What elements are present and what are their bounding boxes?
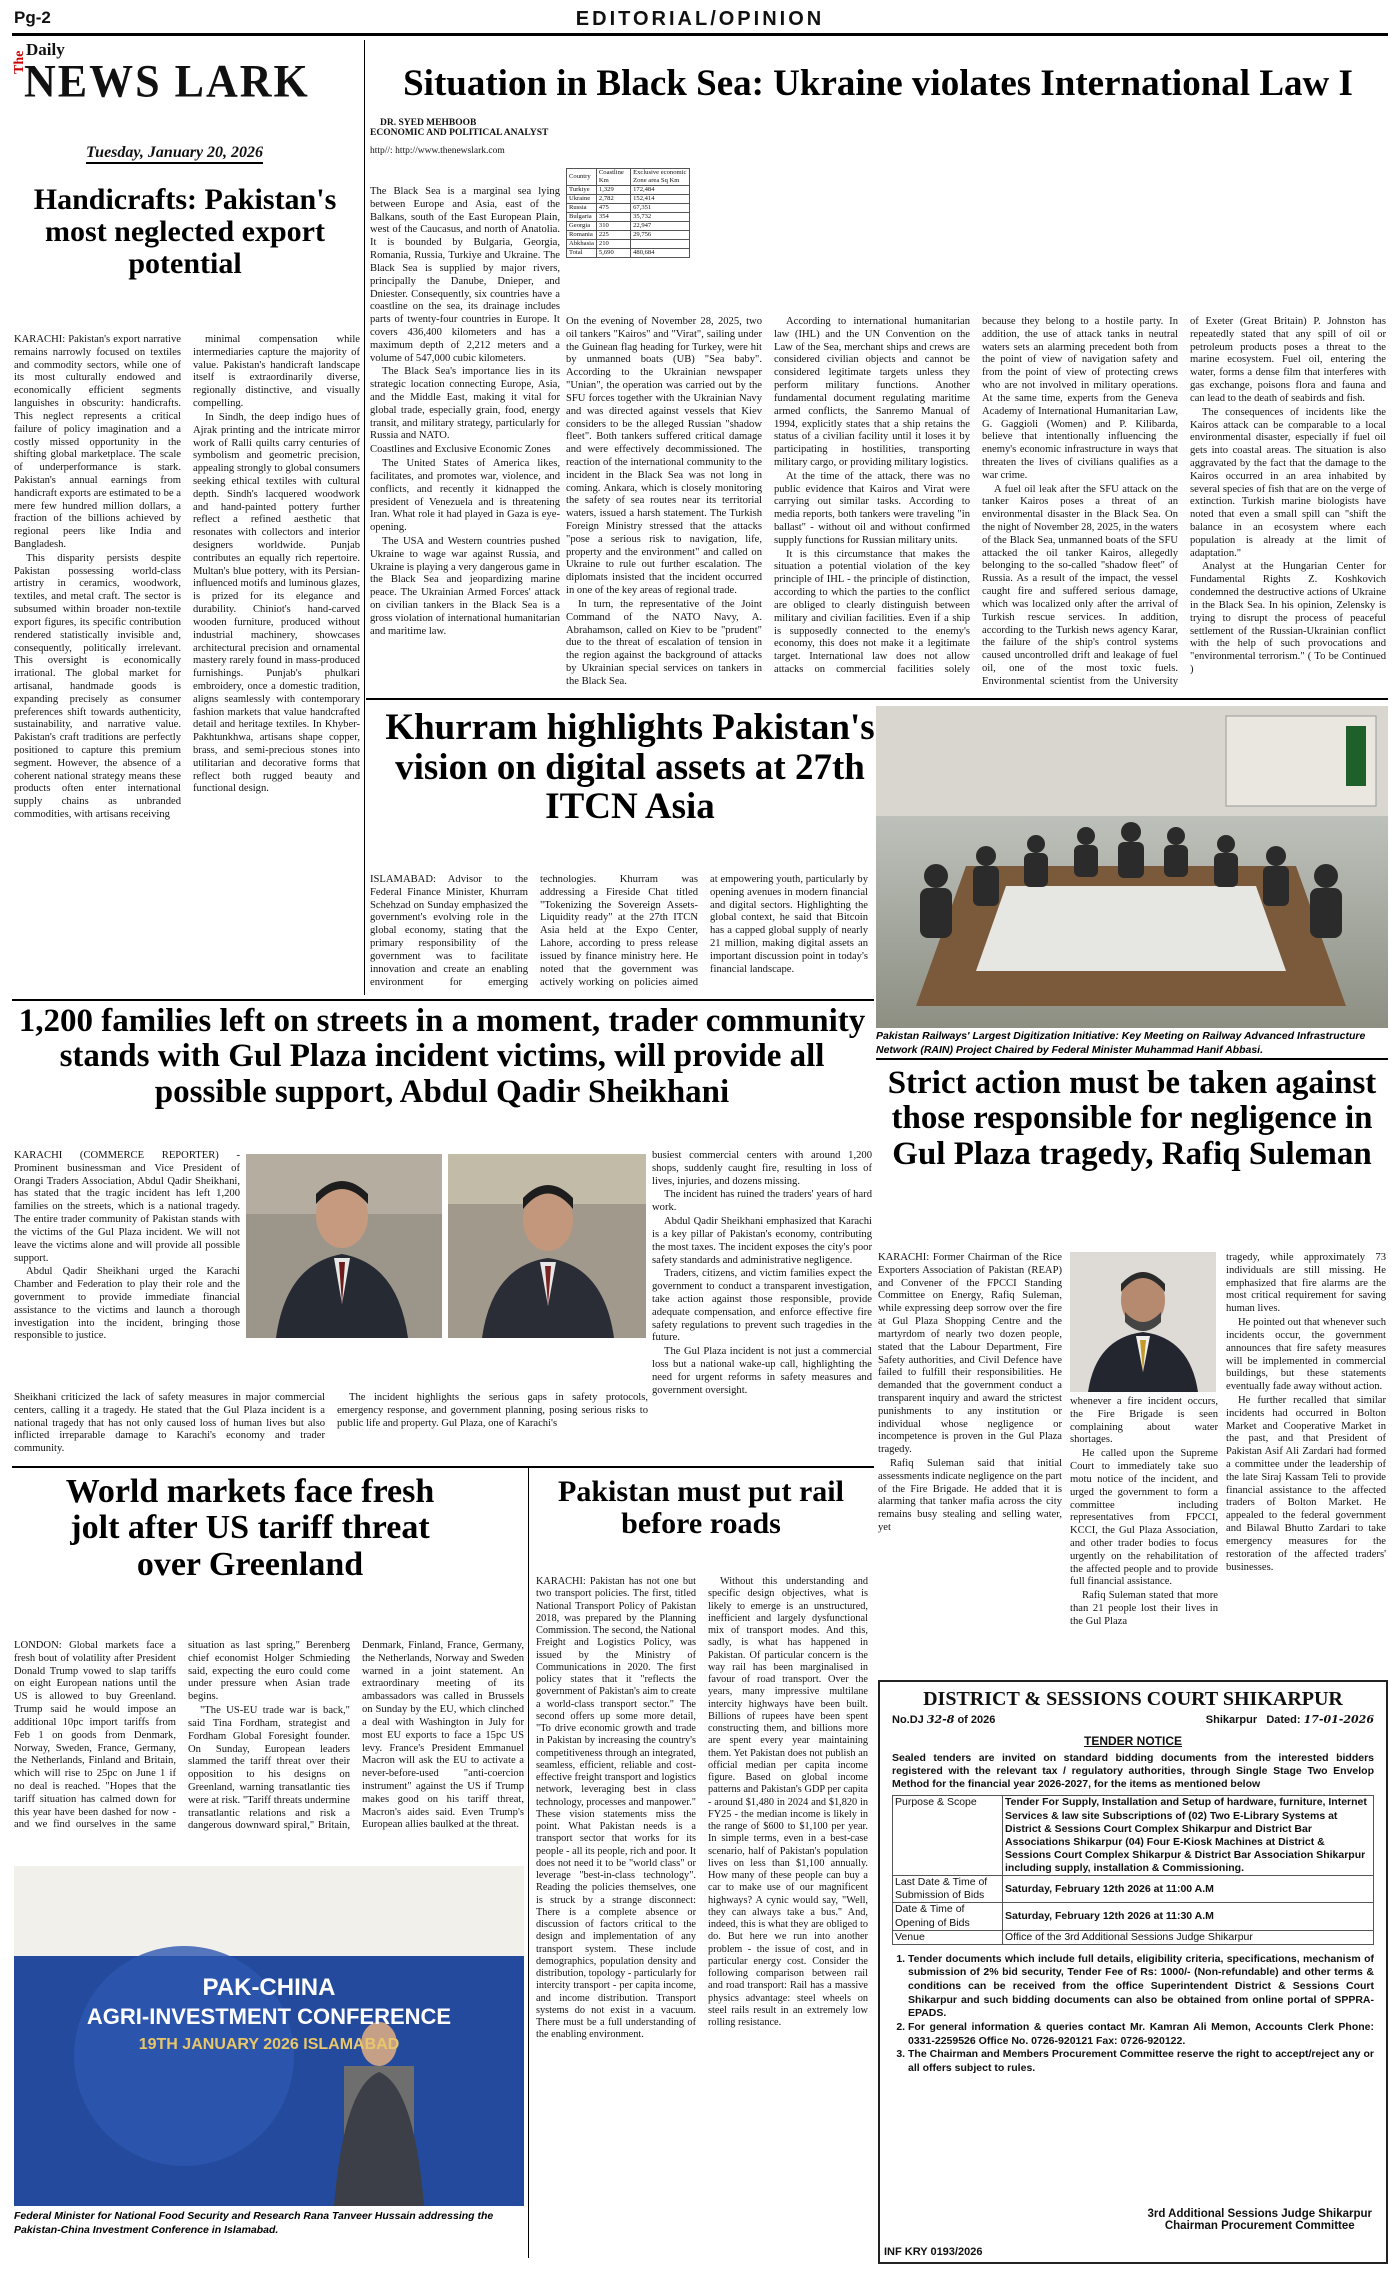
masthead-the: The — [12, 50, 27, 74]
rail-body: KARACHI: Pakistan has not one but two transport policies. The first, titled National Transport Policy of Pakistan 2018, was prepared by the Planning Commission. The second, the National Freight and Logistics Policy, was issued by the Ministry of Communications in 2020. The first policy states that it "reflects the government of Pakistan's aim to create a world-class transport sector." The second offers up some more detail, "To drive economic growth and trade in Pakistan by increasing the country's competitiveness through an integrated, seamless, efficient, reliable and cost-effective freight transport and logistics network, leveraging best in class technology, processes and manpower." These vision statements miss the point. What Pakistan needs is a transport sector that works for its people - all its people, rich and poor. It does not need it to be "world class" or leverage "best-in-class technology". Reading the policies themselves, one is struck by a strange disconnect: There is a complete absence or discussion of factors critical to the design and implementation of any transport system. These include demographics, population density and distribution, topology - particularly for intercity transport - per capita income, and income distribution. Transport systems do not exist in a vacuum. There must be a full understanding of the enabling environment. Without this understanding and specific design objectives, what is likely to emerge is an unstructured, inefficient and largely dysfunctional mix of transport modes. And this, sadly, is what has happened in Pakistan. Of particular concern is the way rail has been marginalised in favour of road transport. Over the years, many impressive multilane intercity highways have been built. Billions of rupees have been spent constructing them, and billions more are spent every year maintaining them. Yet Pakistan does not publish an official median per capita income figure. Based on global income patterns and Pakistan's GDP per capita - around $1,480 in 2024 and $1,820 in FY25 - the median income is likely in the range of $600 to $1,100 per year. In simple terms, even in a best-case scenario, half of Pakistan's population lives on less than $1,100 annually. How many of these people can buy a car to make use of our magnificent highways? A cynic would say, "Well, they can always take a bus." And, indeed, this is what they are obliged to do. But here we run into another problem - the issue of cost, and in particular energy cost. Consider the following comparison between rail and road transport: Rail has a massive physics advantage: steel wheels on steel rails result in an extremely low rolling resistance. — [536, 1576, 868, 2041]
rafiq-col2: whenever a fire incident occurs, the Fire Brigade is seen complaining about water shortages. He called upon the Supreme Court to immediately take suo motu notice of the incident, and urged the government to form a committee including representatives from FPCCI, KCCI, the Gul Plaza Association, and other trader bodies to focus urgently on the rehabilitation of the affected people and to provide full financial assistance. Rafiq Suleman stated that more than 21 people lost their lives in the Gul Plaza — [1070, 1396, 1218, 1627]
railways-meeting-photo — [876, 706, 1388, 1028]
masthead-title: NEWS LARK — [24, 55, 310, 108]
tender-year: of 2026 — [957, 1714, 996, 1726]
handicrafts-body: KARACHI: Pakistan's export narrative remains narrowly focused on textiles and commodity sectors, while one of its most culturally endowed and economically efficient segments languishes in obscurity: handicrafts. This neglect represents a critical failure of policy imagination and a costly missed opportunity in the shifting global marketplace. The scale of underperformance is stark. Pakistan's annual earnings from handicraft exports are estimated to be a mere few hundred million dollars, a fraction of the billions achieved by regional peers like India and Bangladesh. This disparity persists despite Pakistan possessing world-class artistry in ceramics, woodwork, textiles, and metal craft. The sector is subsumed within broader non-textile export figures, its specific contribution rendered statistically invisible and, consequently, politically irrelevant. This oversight is economically irrational. The global market for artisanal, handmade goods is expanding precisely as consumer preferences shift towards authenticity, sustainability, and narrative value. Pakistan's craft traditions are perfectly positioned to capture this premium segment. However, the absence of a coherent national strategy means these products often enter international supply chains as unbranded commodities, with artisans receiving minimal compensation while intermediaries capture the majority of value. Pakistan's handicraft landscape itself is extraordinarily diverse, regionally distinctive, and visually compelling. In Sindh, the deep indigo hues of Ajrak printing and the intricate mirror work of Ralli quilts carry centuries of symbolism and geometric precision, appealing strongly to global consumers seeking ethical textiles with cultural depth. Sindh's lacquered woodwork and hand-painted pottery further reflect a refined aesthetic that resonates with collectors and interior designers worldwide. Punjab contributes an equally rich repertoire. Multan's blue pottery, with its Persian-influenced motifs and luminous glazes, is prized for its elegance and durability. Chiniot's hand-carved wooden furniture, produced without industrial machinery, showcases architectural precision and ornamental mastery rarely found in mass-produced furnishings. Punjab's phulkari embroidery, once a domestic tradition, aligns seamlessly with contemporary fashion markets that value handcrafted detail and heritage textiles. In Khyber-Pakhtunkhwa, artisans shape copper, brass, and semi-precious stones into utilitarian and decorative forms that reflect both rugged beauty and functional design. — [14, 334, 360, 821]
tender-ad — [878, 1680, 1388, 2264]
table-header-row: Country Coastline Km Exclusive economic Zone area Sq Km — [567, 169, 690, 186]
table-row: Date & Time of Opening of Bids Saturday, February 12th 2026 at 11:30 A.M — [893, 1903, 1374, 1930]
table-row: Purpose & Scope Tender For Supply, Installation and Setup of hardware, furniture, Internet Services & law site Subscriptions of (02) Two E-Library Systems at District & Sessions Court Complex Shikarpur and District Bar Associations Shikarpur (04) Four E-Kiosk Machines at District & Sessions Court Complex Shikarpur & District Bar Association Shikarpur including supply, installation & Commissioning. — [893, 1796, 1374, 1876]
rule-gulplaza-bottom — [12, 1466, 874, 1468]
markets-headline: World markets face fresh jolt after US tariff threat over Greenland — [65, 1474, 435, 1583]
rafiq-col1: KARACHI: Former Chairman of the Rice Exporters Association of Pakistan (REAP) and Convener of the FPCCI Standing Committee on Energy, Rafiq Suleman, while expressing deep sorrow over the fire at Gul Plaza Shopping Centre and the martyrdom of nearly two dozen people, stated that the Labour Department, Fire Safety authorities, and Civil Defence have failed to fulfill their responsibilities. He demanded that the government conduct a transparent inquiry and award the strictest punishments to any institution or individual whose negligence or incompetence is proven in the Gul Plaza tragedy. Rafiq Suleman said that initial assessments indicate negligence on the part of the Fire Brigade. He added that it is alarming that tanker mafia across the city remains busy stealing and selling water, yet — [878, 1252, 1062, 1534]
tender-no-value: 32-8 — [926, 1713, 955, 1726]
railways-caption: Pakistan Railways' Largest Digitization Initiative: Key Meeting on Railway Advanced Infrastructure Network (RAIN) Project Chaired by Federal Minister Muhammad Hanif Abbasi. — [876, 1030, 1366, 1056]
rule-blacksea-bottom — [366, 698, 1388, 700]
tender-notice-title: TENDER NOTICE — [1083, 1734, 1182, 1748]
tender-inf: INF KRY 0193/2026 — [884, 2246, 983, 2258]
rule-right-divider — [876, 1058, 1388, 1060]
masthead — [12, 40, 358, 164]
tender-sign1: 3rd Additional Sessions Judge Shikarpur — [1147, 2208, 1372, 2220]
tender-table — [892, 1795, 1374, 1944]
table-row: Venue Office of the 3rd Additional Sessions Judge Shikarpur — [893, 1930, 1374, 1944]
table-row: Russia 475 67,351 — [567, 204, 690, 213]
banner-line-3: 19TH JANUARY 2026 ISLAMABAD — [138, 2036, 400, 2053]
conference-caption: Federal Minister for National Food Security and Research Rana Tanveer Hussain addressing the Pakistan-China Investment Conference in Islamabad. — [14, 2210, 494, 2236]
gulplaza-headline: 1,200 families left on streets in a moment, trader community stands with Gul Plaza incident victims, will provide all possible support, Abdul Qadir Sheikhani — [18, 1004, 866, 1110]
page-number: Pg-2 — [14, 8, 51, 27]
blacksea-table — [566, 168, 690, 310]
tender-notes — [908, 1953, 1374, 2076]
rule-mid-horizontal — [12, 999, 874, 1001]
sheikhani-photo-2 — [448, 1154, 646, 1338]
blacksea-role: ECONOMIC AND POLITICAL ANALYST — [370, 128, 549, 138]
rail-headline: Pakistan must put rail before roads — [558, 1476, 844, 1541]
tender-ref-row — [892, 1713, 1374, 1726]
gulplaza-right-col: busiest commercial centers with around 1,200 shops, suddenly caught fire, resulting in loss of lives, injuries, and dozens missing. The incident has ruined the traders' years of hard work. Abdul Qadir Sheikhani emphasized that Karachi is a key pillar of Pakistan's economy, contributing the most taxes. The incident exposes the city's poor safety standards and administrative negligence. Traders, citizens, and victim families expect the government to conduct a transparent investigation, take action against those responsible, provide adequate compensation, and enforce effective fire safety regulations to prevent such tragedies in the future. The Gul Plaza incident is not just a commercial loss but a national wake-up call, highlighting the need for urgent reforms in safety measures and government oversight. — [652, 1150, 872, 1396]
tender-sign2: Chairman Procurement Committee — [1164, 2220, 1355, 2232]
rule-left-vertical — [364, 40, 365, 995]
tender-intro: Sealed tenders are invited on standard bidding documents from the interested bidders registered with the relevant tax / regulatory authorities, through Single Stage Two Envelop Method for the financial year 2026-2027, for the items as mentioned below — [892, 1752, 1374, 1791]
sheikhani-photo-1 — [246, 1154, 442, 1338]
list-item: 2. For general information & queries contact Mr. Kamran Ali Memon, Accounts Clerk Phone: 0331-2259526 Office No. 0726-920121 Fax: 0726-920122. — [908, 2021, 1374, 2048]
section-title: EDITORIAL/OPINION — [575, 8, 825, 30]
rafiq-suleman-photo — [1070, 1252, 1216, 1392]
rule-markets-rail — [528, 1468, 529, 2258]
blacksea-body-col1: The Black Sea is a marginal sea lying between Europe and Asia, east of the Balkans, south of the East European Plain, west of the Caucasus, and north of Anatolia. It is bounded by Bulgaria, Georgia, Romania, Russia, Turkiye and Ukraine. The Black Sea is supplied by major rivers, principally the Danube, Dnieper, and Dniester. Consequently, six countries have a coastline on the sea, its drainage includes parts of twenty-four countries in Europe. It covers 436,400 kilometers and has a maximum depth of 2,212 meters and a volume of 547,000 cubic kilometers. The Black Sea's importance lies in its strategic location connecting Europe, Asia, and the Middle East, making it vital for global trade, especially grain, food, energy transit, and military strategy, particularly for Russia and NATO. Coastlines and Exclusive Economic Zones The United States of America likes, facilitates, and promotes war, violence, and conflicts, and recently it kidnapped the president of Venezuela and is threatening Iran. What role it had played in Gaza is eye-opening. The USA and Western countries pushed Ukraine to wage war against Russia, and Ukraine is playing a very dangerous game in the Black Sea and jeopardizing marine peace. The Ukrainian Armed Forces' attack on civilian tankers in the Black Sea is a gross violation of international humanitarian and maritime law. — [370, 186, 560, 637]
banner-line-1: PAK-CHINA — [202, 1974, 336, 2001]
table-row: Last Date & Time of Submission of Bids Saturday, February 12th 2026 at 11:00 A.M — [893, 1876, 1374, 1903]
tender-signature — [1147, 2208, 1372, 2232]
blacksea-byline-box — [370, 118, 570, 178]
table-row: Total 5,690 480,684 — [567, 249, 690, 258]
gulplaza-bottom: Sheikhani criticized the lack of safety measures in major commercial centers, calling it a tragedy. He stated that the Gul Plaza incident is a national tragedy that has not only caused loss of human lives but also inflicted irreparable damage to Karachi's economy and trader community. The incident highlights the serious gaps in safety protocols, emergency response, and government planning, posing serious risks to public life and property. Gul Plaza, one of Karachi's — [14, 1392, 648, 1455]
list-item: 1. Tender documents which include full details, eligibility criteria, specifications, mechanism of submission of 2% bid security, Tender Fee of Rs: 1000/- (Non-refundable) and other terms & conditions can be received from the office Superintendent District & Sessions Court Shikarpur and such bidding documents can also be obtained from online portal of SPPRA-EPADS. — [908, 1953, 1374, 2021]
masthead-daily: Daily — [26, 40, 65, 59]
table-row: Georgia 310 22,947 — [567, 222, 690, 231]
rafiq-col3: tragedy, while approximately 73 individuals are still missing. He emphasized that fire alarms are the most critical requirement for saving human lives. He pointed out that whenever such incidents occur, the government announces that fire safety measures will be implemented in commercial buildings, but these statements eventually fade away without action. He further recalled that similar incidents had occurred in Bolton Market and Cooperative Market in the past, and that President of Pakistan Asif Ali Zardari had formed a committee under the leadership of the late Siraj Kassam Teli to provide financial assistance to the affected traders of Bolton Market. He appealed to the federal government and Bilawal Bhutto Zardari to take emergency measures for the restoration of the affected traders' businesses. — [1226, 1252, 1386, 1573]
tender-dated-value: 17-01-2026 — [1303, 1713, 1374, 1726]
rafiq-headline: Strict action must be taken against those responsible for negligence in Gul Plaza tragedy, Rafiq Suleman — [887, 1066, 1377, 1172]
header-rule — [12, 33, 1388, 36]
table-row: Bulgaria 354 35,732 — [567, 213, 690, 222]
tender-court: DISTRICT & SESSIONS COURT SHIKARPUR — [923, 1688, 1343, 1710]
blacksea-byline: DR. SYED MEHBOOB — [380, 118, 477, 128]
itcn-headline: Khurram highlights Pakistan's vision on digital assets at 27th ITCN Asia — [385, 708, 875, 827]
table-row: Abkhasia 210 — [567, 240, 690, 249]
tender-no-label: No.DJ — [892, 1714, 924, 1726]
blacksea-url: http//: http://www.thenewslark.com — [370, 146, 505, 156]
blacksea-body-rest: On the evening of November 28, 2025, two oil tankers "Kairos" and "Virat", sailing under the Guinean flag heading for Turkey, were hit by unmanned boats (UB) "Sea baby". According to the Ukrainian newspaper "Unian", the operation was carried out by the SFU forces together with the Ukrainian Navy and was directed against vessels that Kiev considers to be the alleged Russian "shadow fleet". Both tankers suffered critical damage and were effectively decommissioned. The reaction of the international community to the incident in the Black Sea was not long in coming. Ankara, which is closely monitoring the safety of sea routes near its territorial waters, issued a harsh statement. The Turkish Foreign Ministry stressed that the attacks "pose a serious risk to navigation, life, property and the environment" and called on Ukraine to rule out further escalation. The diplomats insisted that the incident occurred in one of the key areas of regional trade. In turn, the representative of the Joint Command of the NATO Navy, A. Abrahamson, called on Kiev to be "prudent" due to the threat of escalation of tension in the region against the background of attacks by Ukrainian special services on tankers in the Black Sea. According to international humanitarian law (IHL) and the UN Convention on the Law of the Sea, merchant ships and crews are considered civilian objects and cannot be considered legitimate targets unless they perform military functions. Another fundamental document regulating maritime armed conflicts, the Sanremo Manual of 1994, explicitly states that a ship retains the status of a civilian facility until it loses it by participating in hostilities, transporting military cargo, or providing military logistics. At the time of the attack, there was no public evidence that Kairos and Virat were carrying out similar tasks. According to media reports, both tankers were traveling "in ballast" - without oil and without confirmed supply functions for Russian military units. It is this circumstance that makes the situation a potential violation of the key principle of IHL - the principle of distinction, according to which the parties to the conflict are obliged to clearly distinguish between military and civilian facilities. Even if a ship is supposedly connected to the enemy's economy, this does not make it a legitimate target. International law does not allow attacks on commercial facilities solely because they belong to a hostile party. In addition, the use of attack tanks in neutral waters sets an alarming precedent both from the point of view of navigation safety and from the point of view of protecting crews who are not involved in military operations. At the same time, experts from the Geneva Academy of International Humanitarian Law, G. Gaggioli (Women) and P. Kilibarda, believe that intentionally influencing the enemy's economic infrastructure in ways that threaten the lives of civilians qualifies as a war crime. A fuel oil leak after the SFU attack on the tanker Kairos poses a threat of an environmental disaster in the Black Sea. On the night of November 28, 2025, in the waters of the Black Sea, unmanned boats of the SFU attacked the oil tanker Kairos, allegedly belonging to the so-called "shadow fleet" of Russia. As a result of the impact, the vessel caught fire and suffered serious damage, which was localized only after the arrival of Turkish rescue services. In addition, according to the Turkish news agency Karar, the failure of the ship's control systems caused uncontrolled drift and leakage of fuel oil, one of the most toxic fuels. Environmental scientist from the University of Exeter (Great Britain) P. Johnston has repeatedly stated that any spill of oil or petroleum products poses a threat to the marine ecosystem. Fuel oil, entering the water, forms a dense film that interferes with gas exchange, poisons flora and fauna and can lead to the death of seabirds and fish. The consequences of incidents like the Kairos attack can be comparable to a local environmental disaster, especially if fuel oil gets into coastal areas. The situation is also aggravated by the fact that the damage to the Kairos occurred in an area inhabited by several species of fish that are on the verge of extinction. Turkish marine biologists have noted that even a small spill can "shift the balance in an ecosystem where each population is already at the limit of adaptation." Analyst at the Hungarian Center for Fundamental Rights Z. Koshkovich condemned the destructive actions of Ukraine in the Black Sea. In his opinion, Zelensky is trying to disrupt the process of peaceful settlement of the Russian-Ukrainian conflict with the help of such provocations and "environmental terrorism." ( To be Continued ) — [566, 316, 1386, 687]
list-item: 3. The Chairman and Members Procurement Committee reserve the right to accept/reject any or all offers subject to rules. — [908, 2048, 1374, 2075]
conference-photo — [14, 1866, 524, 2206]
gulplaza-left-col: KARACHI (COMMERCE REPORTER) - Prominent businessman and Vice President of Orangi Traders Association, Abdul Qadir Sheikhani, has stated that the tragic incident has left 1,200 families on the streets, which is a national tragedy. The entire trader community of Pakistan stands with the victims of the Gul Plaza incident. We will not leave the victims alone and will provide all possible support. Abdul Qadir Sheikhani urged the Karachi Chamber and Federation to play their role and the government to provide immediate financial assistance to the victims and launch a thorough investigation into the incident, bringing those responsible to justice. — [14, 1150, 240, 1342]
table-row: Romania 225 29,756 — [567, 231, 690, 240]
meeting-room-illustration — [876, 706, 1388, 1028]
masthead-date: Tuesday, January 20, 2026 — [86, 144, 263, 164]
tender-place: Shikarpur — [1205, 1714, 1258, 1726]
banner-line-2: AGRI-INVESTMENT CONFERENCE — [86, 2004, 452, 2029]
blacksea-headline: Situation in Black Sea: Ukraine violates International Law I — [403, 64, 1353, 104]
handicrafts-headline: Handicrafts: Pakistan's most neglected export potential — [33, 184, 337, 281]
itcn-body: ISLAMABAD: Advisor to the Federal Finance Minister, Khurram Schehzad on Sunday emphasized the government's evolving role in the global economy, stating that the primary responsibility of the government was to facilitate innovation and create an enabling environment for emerging technologies. Khurram was addressing a Fireside Chat titled "Tokenizing the Sovereign Assets-Liquidity ready" at the 27th ITCN Asia held at the Expo Center, Lahore, according to press release issued by finance ministry here. He noted that the government was actively working on policies aimed at empowering youth, particularly by opening avenues in modern financial and digital sectors. Highlighting the global context, he said that Bitcoin has a capped global supply of nearly 21 million, making digital assets an important discussion point in today's financial landscape. — [370, 874, 868, 988]
table-row: Turkiye 1,329 172,484 — [567, 186, 690, 195]
tender-dated-label: Dated: — [1266, 1714, 1301, 1726]
table-row: Ukraine 2,782 152,414 — [567, 195, 690, 204]
markets-body: LONDON: Global markets face a fresh bout of volatility after President Donald Trump vowed to slap tariffs on eight European nations until the US is allowed to buy Greenland. Trump said he would impose an additional 10pc import tariffs from Feb 1 on goods from Denmark, Norway, Sweden, France, Germany, the Netherlands, Finland and Britain, which will rise to 25pc on June 1 if no deal is reached. "Hopes that the tariff situation has calmed down for this year have been dashed for now - and we find ourselves in the same situation as last spring," Berenberg chief economist Holger Schmieding said, expecting the euro could come under pressure when Asian trade begins. "The US-EU trade war is back," said Tina Fordham, strategist and Fordham Global Foresight founder. On Sunday, European leaders slammed the tariff threat over their opposition to his designs on Greenland, warning transatlantic ties were at risk. "Tariff threats undermine transatlantic relations and risk a dangerous downward spiral," Britain, Denmark, Finland, France, Germany, the Netherlands, Norway and Sweden warned in a joint statement. An extraordinary meeting of its ambassadors was called in Brussels on Sunday by the EU, which clinched a deal with Washington in July for most EU exports to face a 15pc US levy. France's President Emmanuel Macron will ask the EU to activate a never-before-used "anti-coercion instrument" against the US if Trump makes good on his tariff threat, Macron's aides said. Even Trump's European allies baulked at the threat. — [14, 1640, 524, 1832]
